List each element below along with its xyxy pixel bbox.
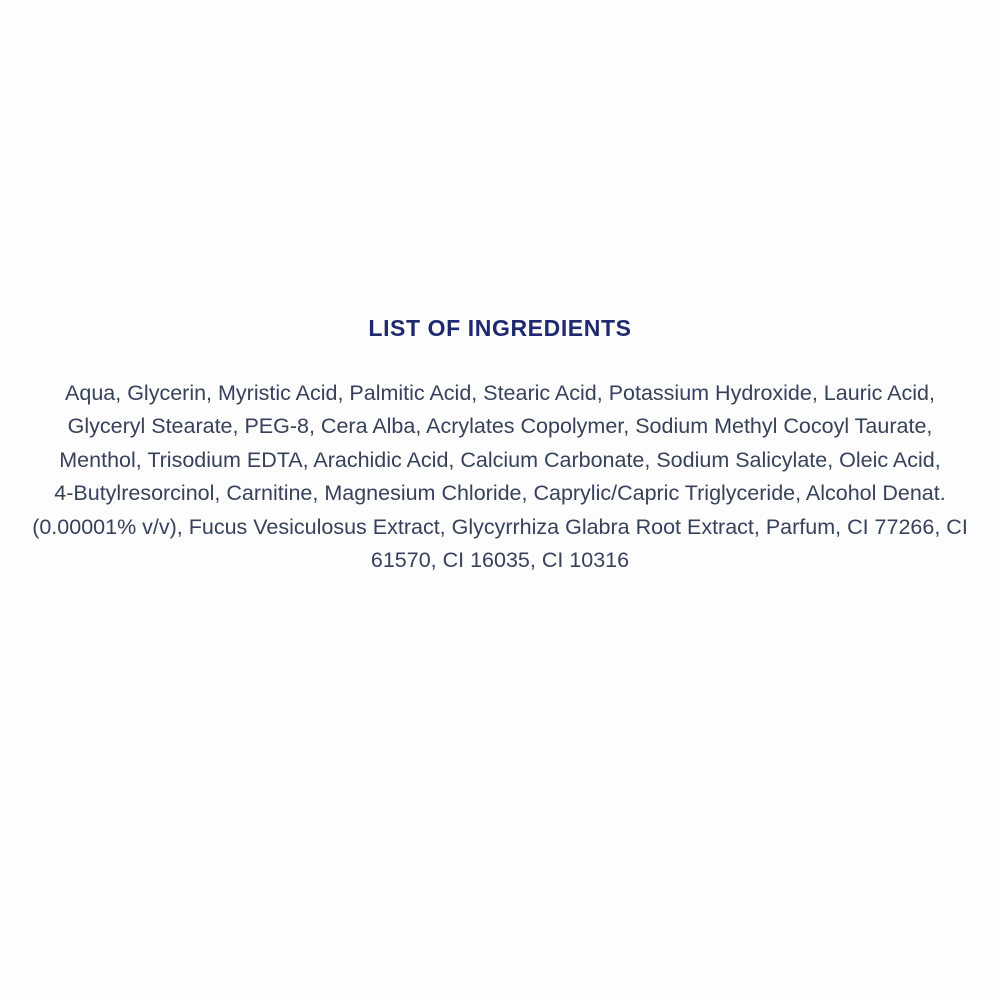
ingredients-title: LIST OF INGREDIENTS: [368, 315, 632, 341]
ingredients-line: Glyceryl Stearate, PEG-8, Cera Alba, Acrylates Copolymer, Sodium Methyl Cocoyl Taurate,: [67, 414, 933, 439]
ingredients-line: 4-Butylresorcinol, Carnitine, Magnesium Chloride, Caprylic/Capric Triglyceride, Alcohol Denat.: [54, 481, 946, 506]
ingredients-line: (0.00001% v/v), Fucus Vesiculosus Extract, Glycyrrhiza Glabra Root Extract, Parfum, CI 77266, CI: [32, 514, 968, 539]
ingredients-line: Menthol, Trisodium EDTA, Arachidic Acid, Calcium Carbonate, Sodium Salicylate, Oleic Acid,: [59, 447, 941, 472]
ingredients-line: Aqua, Glycerin, Myristic Acid, Palmitic Acid, Stearic Acid, Potassium Hydroxide, Lauric Acid,: [65, 381, 935, 405]
ingredients-paragraph: [0, 377, 1000, 577]
ingredients-line: 61570, CI 16035, CI 10316: [370, 548, 630, 573]
